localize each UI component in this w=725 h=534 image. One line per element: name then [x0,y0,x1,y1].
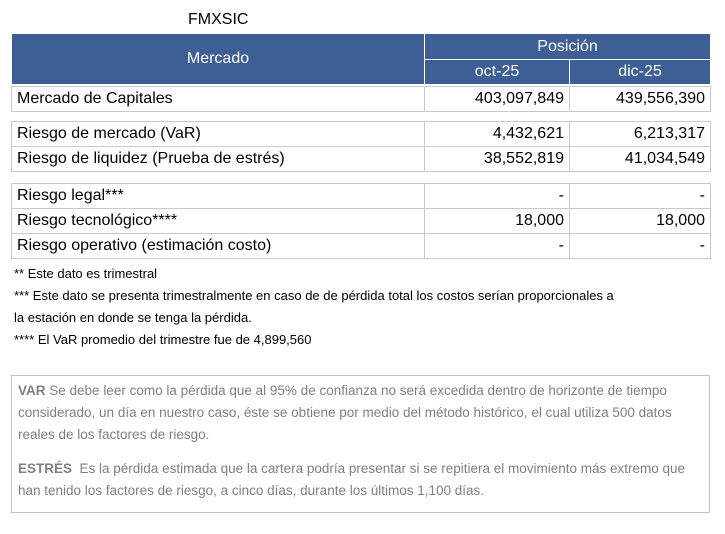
row-label: Riesgo tecnológico**** [12,209,425,234]
var-text: Se debe leer como la pérdida que al 95% de confianza no será excedida dentro de horizonte de tiempo considerado, un día en nuestro caso, éste se obtiene por medio del método histórico, el cual utiliza 500 datos reales de los factores de riesgo. [18,383,672,442]
var-term: VAR [18,383,46,398]
var-definition [18,380,703,446]
row-value-dic: - [570,184,711,209]
row-value-dic: 18,000 [570,209,711,234]
group-riesgo-operativo [11,183,711,259]
definitions-box [11,375,710,513]
stress-text: Es la pérdida estimada que la cartera podría presentar si se repitiera el movimiento más extremo que han tenido los factores de riesgo, a cinco días, durante los últimos 1,100 días. [18,461,689,498]
header-posicion: Posición [425,34,711,60]
row-value-oct: - [425,184,570,209]
report-title: FMXSIC [188,11,249,28]
row-value-dic: - [570,234,711,259]
stress-definition [18,458,703,502]
stress-term: ESTRÉS [18,461,73,476]
row-label: Riesgo operativo (estimación costo) [12,234,425,259]
footnote: **** El VaR promedio del trimestre fue de 4,899,560 [14,332,312,347]
footnote: la estación en donde se tenga la pérdida. [14,310,252,325]
table-row [12,234,711,259]
row-value-dic: 439,556,390 [570,87,711,112]
table-row [12,87,711,112]
header-mercado: Mercado [12,34,425,85]
header-col-dic: dic-25 [570,60,711,85]
footnote: ** Este dato es trimestral [14,266,158,281]
row-label: Mercado de Capitales [12,87,425,112]
row-value-dic: 6,213,317 [570,122,711,147]
row-value-oct: 4,432,621 [425,122,570,147]
row-value-oct: - [425,234,570,259]
row-label: Riesgo de liquidez (Prueba de estrés) [12,147,425,172]
table-header [11,33,711,85]
row-value-oct: 18,000 [425,209,570,234]
row-label: Riesgo legal*** [12,184,425,209]
group-mercado [11,86,711,112]
footnotes [14,263,714,351]
row-value-oct: 38,552,819 [425,147,570,172]
row-value-dic: 41,034,549 [570,147,711,172]
table-row [12,209,711,234]
row-value-oct: 403,097,849 [425,87,570,112]
header-col-oct: oct-25 [425,60,570,85]
table-row [12,184,711,209]
footnote: *** Este dato se presenta trimestralmente en caso de de pérdida total los costos serían proporcionales a [14,288,614,303]
row-label: Riesgo de mercado (VaR) [12,122,425,147]
table-row [12,122,711,147]
table-row [12,147,711,172]
group-riesgo-mercado [11,121,711,172]
